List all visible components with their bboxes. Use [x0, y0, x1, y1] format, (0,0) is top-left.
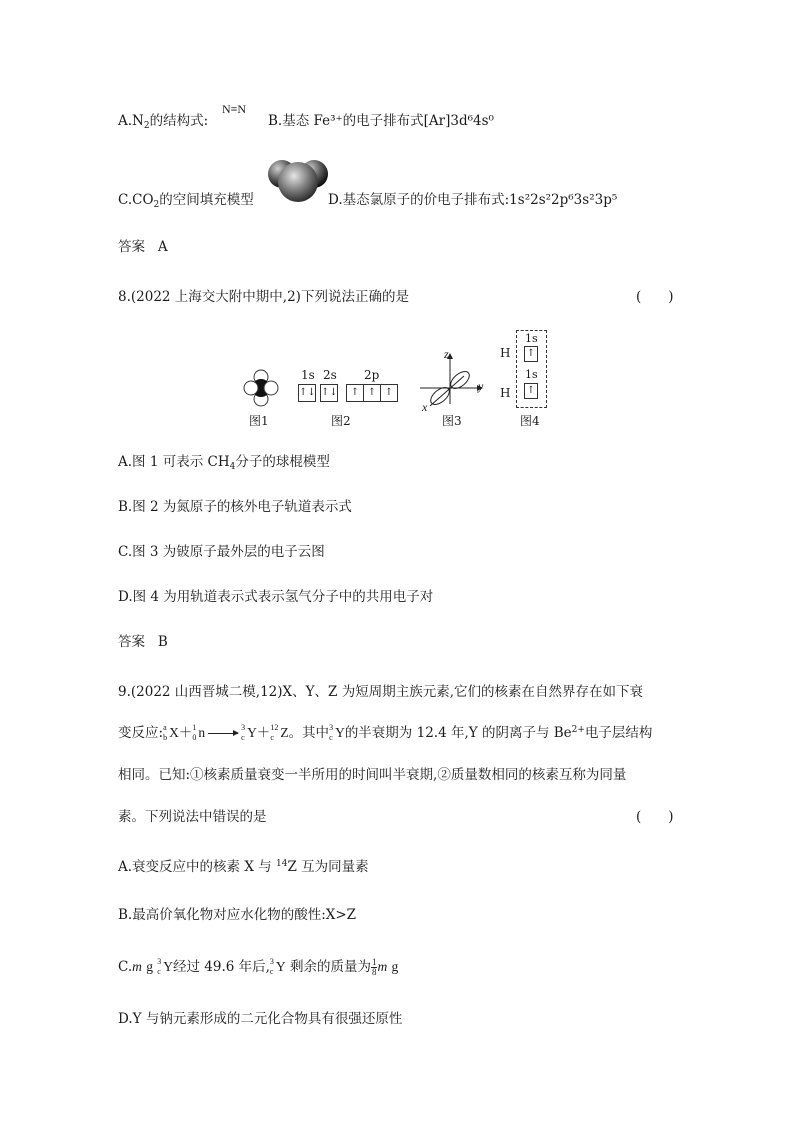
fig4-orbital-top: ↑: [524, 346, 538, 362]
q7-answer: 答案 A: [118, 239, 168, 255]
q9-stem-line-1: 9.(2022 山西晋城二模,12)X、Y、Z 为短周期主族元素,它们的核素在自然界存在如下衰: [118, 684, 644, 700]
fig2-orbital-2s: ↑↓: [320, 384, 338, 402]
q8-option-d: D.图 4 为用轨道表示式表示氢气分子中的共用电子对: [118, 589, 434, 605]
q8-option-a: A.图 1 可表示 $CH_4$分子的球棍模型: [118, 454, 330, 472]
q7-option-d: D.基态氯原子的价电子排布式:1s²2s²2p⁶3s²3p⁵: [328, 192, 618, 208]
fig2-label-2p: 2p: [364, 368, 380, 382]
q8-option-c: C.图 3 为铍原子最外层的电子云图: [118, 544, 325, 560]
fig4-orbital-bottom: ↑: [524, 383, 538, 399]
q9-answer-paren: ( ): [636, 809, 674, 825]
q9-option-d: D.Y 与钠元素形成的二元化合物具有很强还原性: [118, 1011, 403, 1027]
fig3-caption: 图3: [442, 414, 462, 428]
fig2-orbital-1s: ↑↓: [298, 384, 316, 402]
fig2-orbital-2p-a: ↑: [346, 384, 364, 402]
fig3-axis-y: y: [478, 379, 484, 393]
q9-stem-line-2: 变反应: a b X＋ 1 0 n 3 c Y＋ 12 c Z。其中 3 c Y的半衰期为 12.4 年,Y 的阴离子与 $Be^{2+}$电子层结构: [118, 723, 653, 742]
fig4-label-1s-top: 1s: [525, 332, 538, 345]
fraction-one-eighth: $\frac{1}{8}$: [371, 957, 377, 977]
fig4-caption: 图4: [520, 414, 540, 428]
fig4-label-1s-bottom: 1s: [525, 368, 538, 381]
fig4-label-h-bottom: H: [500, 386, 511, 400]
reaction-arrow: [208, 733, 238, 734]
fig2-label-1s: 1s: [301, 368, 315, 382]
fig2-orbital-2p-b: ↑: [363, 384, 381, 402]
q7-option-b: B.基态 Fe³⁺的电子排布式[Ar]3d⁶4s⁰: [268, 113, 494, 129]
q8-option-b: B.图 2 为氮原子的核外电子轨道表示式: [118, 499, 352, 515]
fig2-label-2s: 2s: [323, 368, 337, 382]
q9-option-a: A.衰变反应中的核素 X 与 $^{14}$Z 互为同量素: [118, 859, 369, 875]
q8-answer: 答案 B: [118, 634, 168, 650]
fig4-label-h-top: H: [500, 346, 511, 360]
q7-n2-structural-formula: N≡N: [222, 102, 247, 116]
co2-space-filling-model: [266, 156, 330, 204]
q7-option-a: $A.N_2$的结构式:: [118, 113, 209, 131]
q8-stem: 8.(2022 上海交大附中期中,2)下列说法正确的是: [118, 289, 409, 305]
q9-option-c: C.m g 3 c Y经过 49.6 年后, 3 c Y 剩余的质量为 $\frac{1}{8}$ m g: [118, 957, 399, 977]
q9-option-b: B.最高价氧化物对应水化物的酸性:X>Z: [118, 907, 357, 923]
fig2-caption: 图2: [331, 414, 351, 428]
fig3-axis-z: z: [444, 347, 449, 361]
q8-answer-paren: ( ): [636, 289, 674, 305]
fig1-ball-model: [243, 368, 279, 408]
q7-option-c: $C.CO_2$的空间填充模型: [118, 192, 254, 210]
q9-stem-line-4: 素。下列说法中错误的是: [118, 809, 267, 825]
fig3-axis-x: x: [422, 400, 428, 414]
fig1-caption: 图1: [249, 414, 269, 428]
q9-stem-line-3: 相同。已知:①核素质量衰变一半所用的时间叫半衰期,②质量数相同的核素互称为同量: [118, 767, 627, 783]
fig2-orbital-2p-c: ↑: [380, 384, 398, 402]
